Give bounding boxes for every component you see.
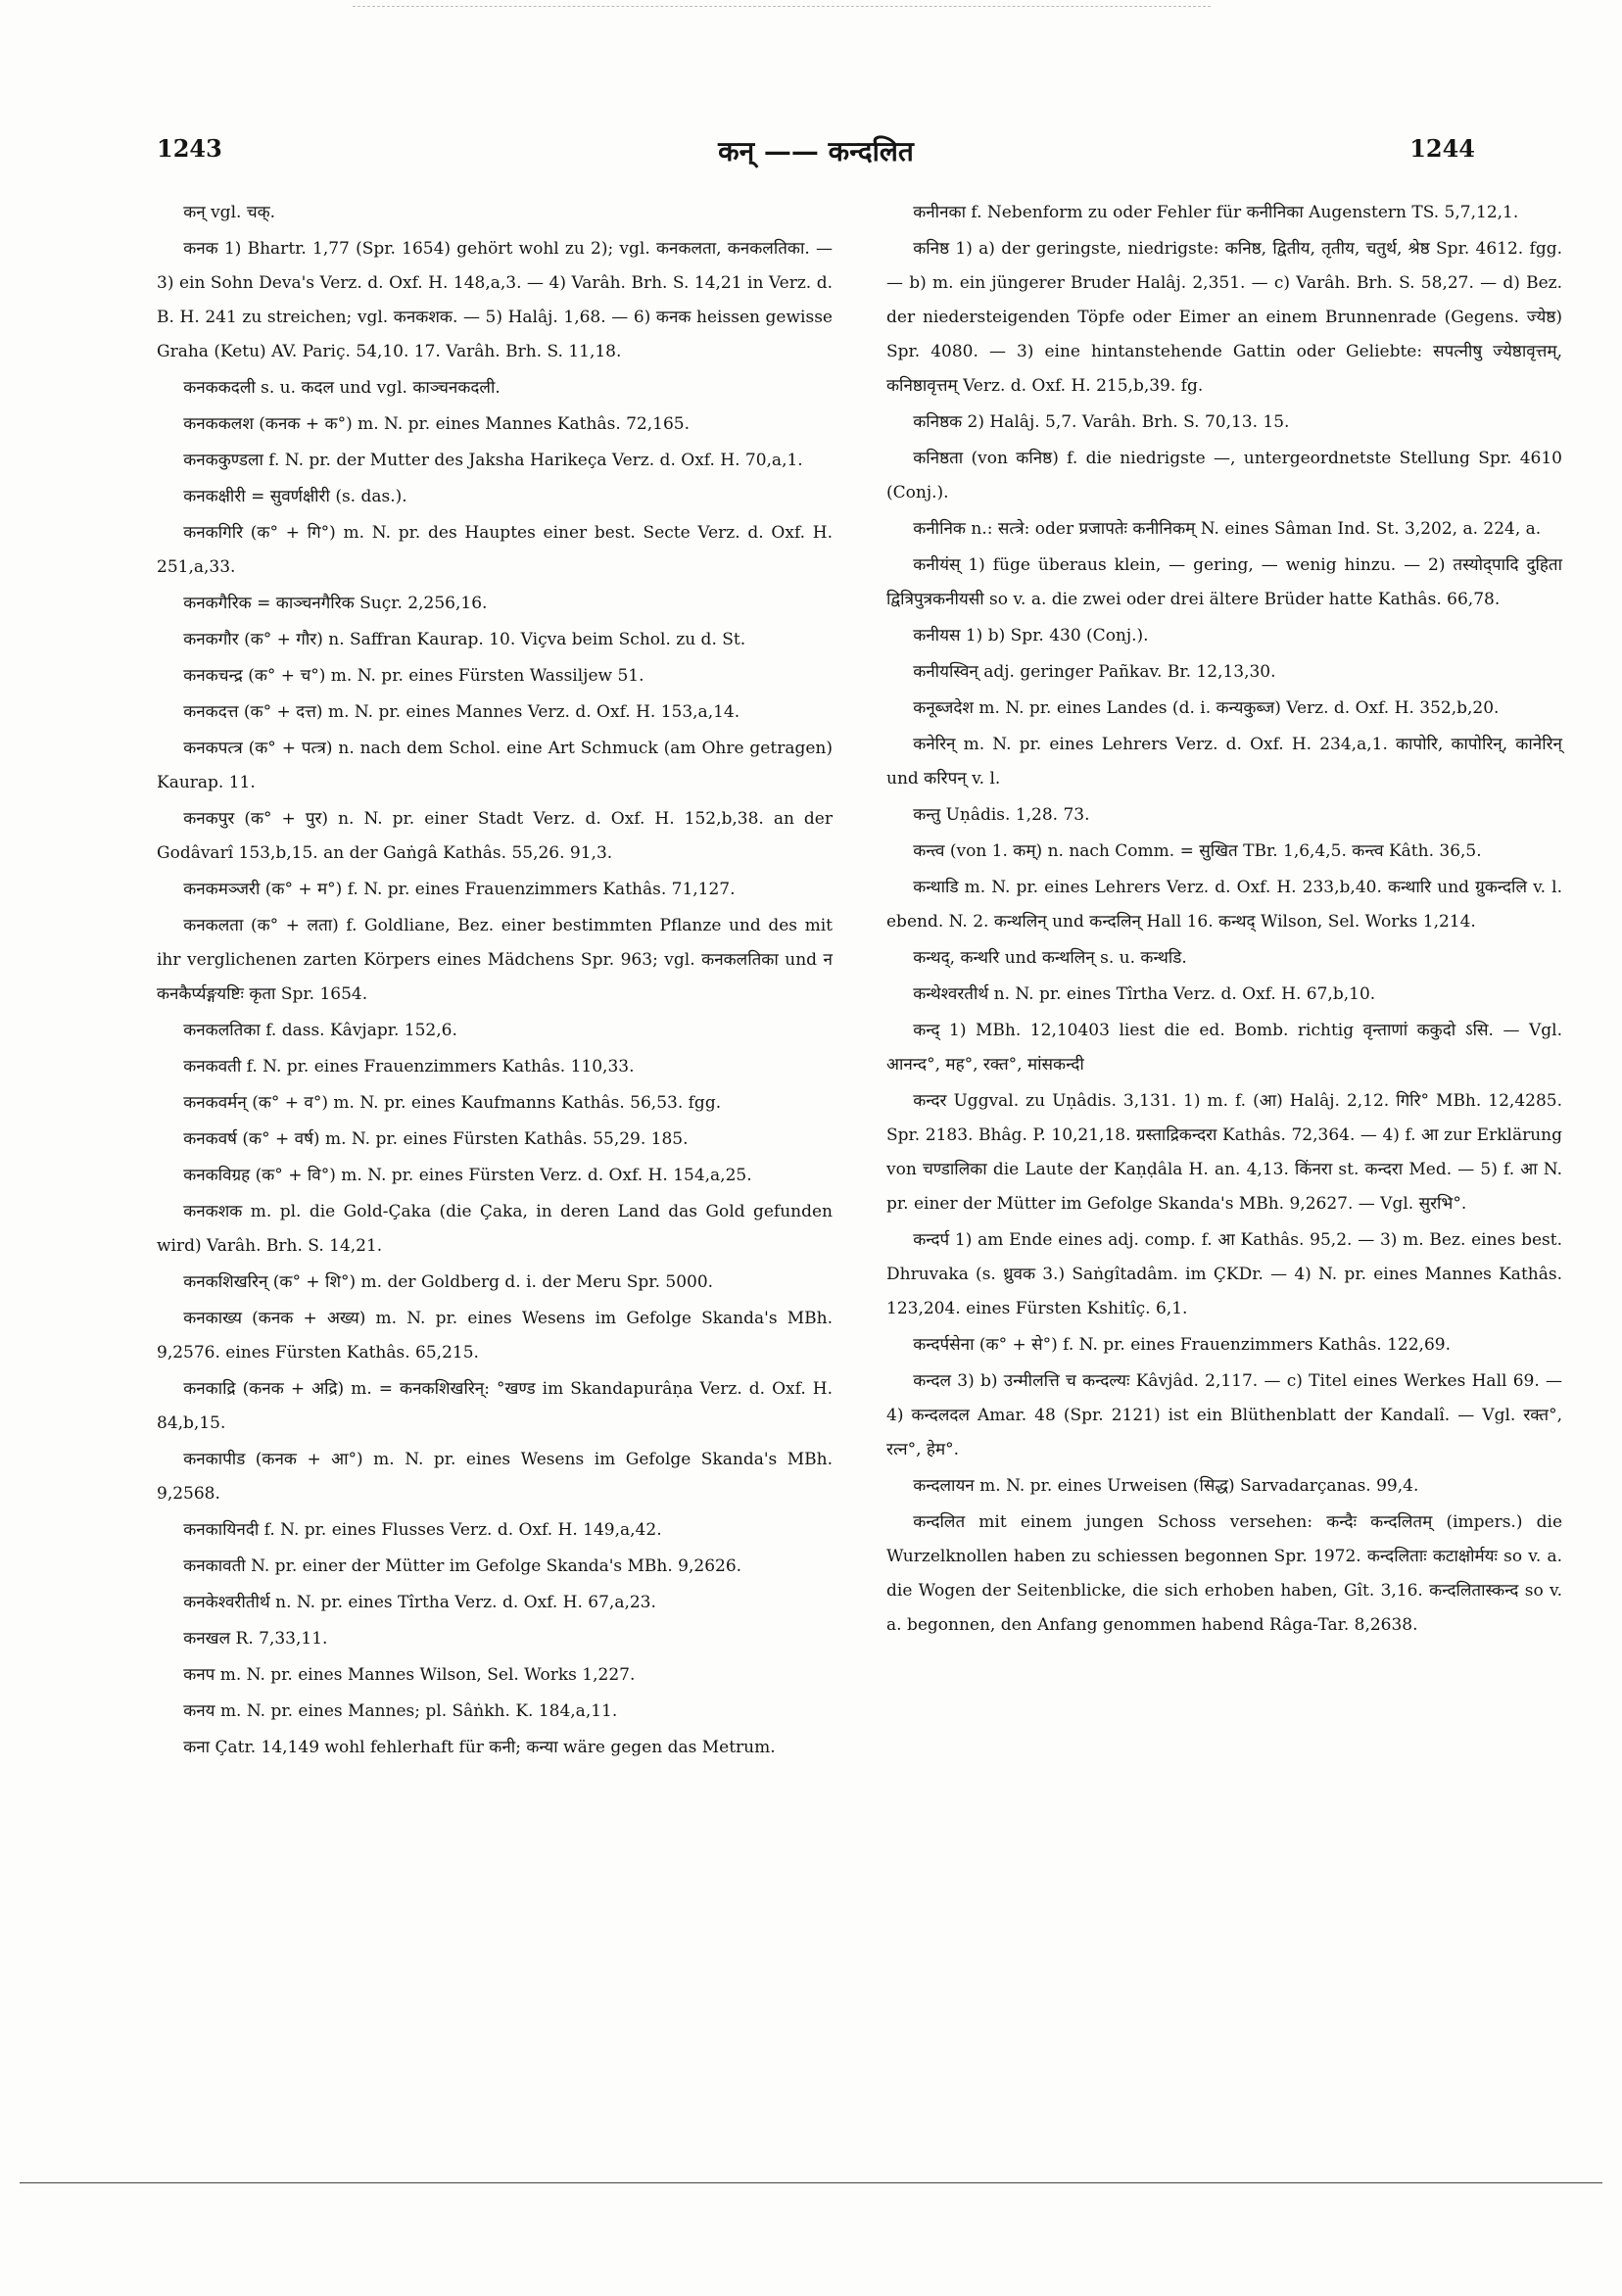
- dictionary-entry: कनकमञ्जरी (क° + म°) f. N. pr. eines Frauenzimmers Kathâs. 71,127.: [183, 880, 736, 899]
- dictionary-entry: कनकवर्ष (क° + वर्ष) m. N. pr. eines Fürsten Kathâs. 55,29. 185.: [183, 1129, 689, 1149]
- dictionary-entry: कनकपत्त्र (क° + पत्त्र) n. nach dem Schol. eine Art Schmuck (am Ohre getragen) Kaurap. 11.: [157, 739, 833, 792]
- dictionary-entry: कनिष्ठता (von कनिष्ठ) f. die niedrigste —, untergeordnetste Stellung Spr. 4610 (Conj.).: [886, 449, 1562, 502]
- dictionary-entry: कनककुण्डला f. N. pr. der Mutter des Jaksha Harikeça Verz. d. Oxf. H. 70,a,1.: [183, 451, 803, 470]
- right-column: [886, 196, 1562, 1645]
- dictionary-entry: कनकलतिका f. dass. Kâvjapr. 152,6.: [183, 1021, 457, 1040]
- dictionary-entry: कनिष्ठ 1) a) der geringste, niedrigste: कनिष्ठ, द्वितीय, तृतीय, चतुर्थ, श्रेष्ठ Spr. 4612. fgg. — b) m. ein jüngerer Bruder Halâj. 2,351. — c) Varâh. Brh. S. 58,27. — d) Bez. der niedersteigenden Töpfe oder Eimer an einem Brunnenrade (Gegens. ज्येष्ठ) Spr. 4080. — 3) eine hintanstehende Gattin oder Geliebte: सपत्नीषु ज्येष्ठावृत्तम्, कनिष्ठावृत्तम् Verz. d. Oxf. H. 215,b,39. fg.: [886, 239, 1562, 396]
- dictionary-entry: कनीयस्विन् adj. geringer Pañkav. Br. 12,13,30.: [913, 662, 1276, 682]
- bottom-rule: [20, 2182, 1602, 2183]
- dictionary-entry: कन् vgl. चक्.: [183, 203, 276, 222]
- dictionary-entry: कनकदत्त (क° + दत्त) m. N. pr. eines Mannes Verz. d. Oxf. H. 153,a,14.: [183, 702, 740, 722]
- dictionary-entry: कन्दलित mit einem jungen Schoss versehen: कन्दैः कन्दलितम् (impers.) die Wurzelknollen haben zu schiessen begonnen Spr. 1972. कन्दलिताः कटाक्षोर्मयः so v. a. die Wogen der Seitenblicke, die sich erhoben haben, Gît. 3,16. कन्दलितास्कन्द so v. a. begonnen, den Anfang genommen habend Râga-Tar. 8,2638.: [886, 1512, 1562, 1635]
- dictionary-entry: कन्दलायन m. N. pr. eines Urweisen (सिद्ध) Sarvadarçanas. 99,4.: [913, 1476, 1419, 1496]
- dictionary-entry: कनकाख्य (कनक + अख्य) m. N. pr. eines Wesens im Gefolge Skanda's MBh. 9,2576. eines Fürsten Kathâs. 65,215.: [157, 1309, 833, 1363]
- dictionary-entry: कनीयस 1) b) Spr. 430 (Conj.).: [913, 626, 1149, 646]
- dictionary-entry: कनखल R. 7,33,11.: [183, 1629, 328, 1649]
- dictionary-entry: कनीनका f. Nebenform zu oder Fehler für कनीनिका Augenstern TS. 5,7,12,1.: [913, 203, 1519, 222]
- dictionary-entry: कन्थद्, कन्थरि und कन्थलिन् s. u. कन्थडि.: [913, 948, 1187, 968]
- dictionary-entry: कनकवती f. N. pr. eines Frauenzimmers Kathâs. 110,33.: [183, 1057, 635, 1076]
- dictionary-entry: कन्द् 1) MBh. 12,10403 liest die ed. Bomb. richtig वृन्ताणां ककुदो ऽसि. — Vgl. आनन्द°, मह°, रक्त°, मांसकन्दी: [886, 1021, 1562, 1075]
- dictionary-entry: कनकवर्मन् (क° + व°) m. N. pr. eines Kaufmanns Kathâs. 56,53. fgg.: [183, 1093, 722, 1113]
- page-header: [157, 132, 1475, 171]
- dictionary-entry: कनकलता (क° + लता) f. Goldliane, Bez. einer bestimmten Pflanze und des mit ihr verglichenen zarten Körpers eines Mädchens Spr. 963; vgl. कनकलतिका und न कनकैर्प्यङ्गयष्टिः कृता Spr. 1654.: [157, 916, 833, 1004]
- dictionary-entry: कनूब्जदेश m. N. pr. eines Landes (d. i. कन्यकुब्ज) Verz. d. Oxf. H. 352,b,20.: [913, 698, 1500, 718]
- dictionary-entry: कनीयंस् 1) füge überaus klein, — gering, — wenig hinzu. — 2) तस्योद्पादि दुहिता द्वित्रिपुत्रकनीयसी so v. a. die zwei oder drei ältere Brüder hatte Kathâs. 66,78.: [886, 555, 1562, 609]
- dictionary-entry: कनककदली s. u. कदल und vgl. काञ्चनकदली.: [183, 378, 501, 398]
- dictionary-entry: कन्त्व (von 1. कम्) n. nach Comm. = सुखित TBr. 1,6,4,5. कन्त्व Kâth. 36,5.: [913, 841, 1482, 861]
- top-dashed-rule: [353, 6, 1211, 7]
- dictionary-entry: कनकगैरिक = काञ्चनगैरिक Suçr. 2,256,16.: [183, 594, 488, 613]
- dictionary-entry: कन्दर्पसेना (क° + से°) f. N. pr. eines Frauenzimmers Kathâs. 122,69.: [913, 1335, 1451, 1355]
- dictionary-entry: कन्दर्प 1) am Ende eines adj. comp. f. आ Kathâs. 95,2. — 3) m. Bez. eines best. Dhruvaka (s. ध्रुवक 3.) Saṅgîtadâm. im ÇKDr. — 4) N. pr. eines Mannes Kathâs. 123,204. eines Fürsten Kshitîç. 6,1.: [886, 1230, 1562, 1318]
- page-number-left: 1243: [157, 134, 222, 163]
- dictionary-entry: कनीनिक n.: सत्त्रे: oder प्रजापतेः कनीनिकम् N. eines Sâman Ind. St. 3,202, a. 224, a.: [913, 519, 1542, 539]
- dictionary-entry: कनकशक m. pl. die Gold-Çaka (die Çaka, in deren Land das Gold gefunden wird) Varâh. Brh. S. 14,21.: [157, 1202, 833, 1256]
- left-column: [157, 196, 833, 1767]
- dictionary-entry: कन्दल 3) b) उन्मीलत्ति च कन्दल्यः Kâvjâd. 2,117. — c) Titel eines Werkes Hall 69. — 4) कन्दलदल Amar. 48 (Spr. 2121) ist ein Blüthenblatt der Kandalî. — Vgl. रक्त°, रत्न°, हेम°.: [886, 1371, 1562, 1459]
- dictionary-entry: कनेरिन् m. N. pr. eines Lehrers Verz. d. Oxf. H. 234,a,1. कापोरि, कापोरिन्, कानेरिन् und करिपन् v. l.: [886, 735, 1562, 789]
- dictionary-entry: कनप m. N. pr. eines Mannes Wilson, Sel. Works 1,227.: [183, 1665, 636, 1685]
- dictionary-entry: कनिष्ठक 2) Halâj. 5,7. Varâh. Brh. S. 70,13. 15.: [913, 412, 1290, 432]
- dictionary-entry: कनकगिरि (क° + गि°) m. N. pr. des Hauptes einer best. Secte Verz. d. Oxf. H. 251,a,33.: [157, 523, 833, 577]
- dictionary-entry: कन्तु Uṇâdis. 1,28. 73.: [913, 805, 1090, 825]
- dictionary-entry: कनकपुर (क° + पुर) n. N. pr. einer Stadt Verz. d. Oxf. H. 152,b,38. an der Godâvarî 153,b,15. an der Gaṅgâ Kathâs. 55,26. 91,3.: [157, 809, 833, 863]
- dictionary-entry: कनकविग्रह (क° + वि°) m. N. pr. eines Fürsten Verz. d. Oxf. H. 154,a,25.: [183, 1166, 752, 1185]
- dictionary-entry: कनकापीड (कनक + आ°) m. N. pr. eines Wesens im Gefolge Skanda's MBh. 9,2568.: [157, 1450, 833, 1504]
- dictionary-entry: कनककलश (कनक + क°) m. N. pr. eines Mannes Kathâs. 72,165.: [183, 414, 691, 434]
- dictionary-entry: कनक 1) Bhartr. 1,77 (Spr. 1654) gehört wohl zu 2); vgl. कनकलता, कनकलतिका. — 3) ein Sohn Deva's Verz. d. Oxf. H. 148,a,3. — 4) Varâh. Brh. S. 14,21 in Verz. d. B. H. 241 zu streichen; vgl. कनकशक. — 5) Halâj. 1,68. — 6) कनक heissen gewisse Graha (Ketu) AV. Pariç. 54,10. 17. Varâh. Brh. S. 11,18.: [157, 239, 833, 361]
- dictionary-entry: कन्थेश्वरतीर्थ n. N. pr. eines Tîrtha Verz. d. Oxf. H. 67,b,10.: [913, 984, 1376, 1004]
- dictionary-entry: कनकाद्रि (कनक + अद्रि) m. = कनकशिखरिन्: °खण्ड im Skandapurâṇa Verz. d. Oxf. H. 84,b,15.: [157, 1379, 833, 1433]
- dictionary-entry: कनय m. N. pr. eines Mannes; pl. Sâṅkh. K. 184,a,11.: [183, 1701, 618, 1721]
- dictionary-entry: कनकचन्द्र (क° + च°) m. N. pr. eines Fürsten Wassiljew 51.: [183, 666, 644, 686]
- dictionary-entry: कना Çatr. 14,149 wohl fehlerhaft für कनी; कन्या wäre gegen das Metrum.: [183, 1738, 776, 1757]
- dictionary-entry: कन्दर Uggval. zu Uṇâdis. 3,131. 1) m. f. (आ) Halâj. 2,12. गिरि° MBh. 12,4285. Spr. 2183. Bhâg. P. 10,21,18. ग्रस्ताद्रिकन्दरा Kathâs. 72,364. — 4) f. आ zur Erklärung von चण्डालिका die Laute der Kaṇḍâla H. an. 4,13. किंनरा st. कन्दरा Med. — 5) f. आ N. pr. einer der Mütter im Gefolge Skanda's MBh. 9,2627. — Vgl. सुरभि°.: [886, 1091, 1562, 1214]
- dictionary-entry: कनकगौर (क° + गौर) n. Saffran Kaurap. 10. Viçva beim Schol. zu d. St.: [183, 630, 746, 649]
- dictionary-entry: कन्थाडि m. N. pr. eines Lehrers Verz. d. Oxf. H. 233,b,40. कन्थारि und ग्रुकन्दलि v. l. ebend. N. 2. कन्थलिन् und कन्दलिन् Hall 16. कन्थद् Wilson, Sel. Works 1,214.: [886, 878, 1562, 932]
- running-title: कन् —— कन्दलित: [718, 135, 914, 167]
- dictionary-entry: कनकशिखरिन् (क° + शि°) m. der Goldberg d. i. der Meru Spr. 5000.: [183, 1272, 714, 1292]
- dictionary-entry: कनकायिनदी f. N. pr. eines Flusses Verz. d. Oxf. H. 149,a,42.: [183, 1520, 662, 1540]
- page-number-right: 1244: [1409, 134, 1475, 163]
- dictionary-entry: कनकेश्वरीतीर्थ n. N. pr. eines Tîrtha Verz. d. Oxf. H. 67,a,23.: [183, 1593, 656, 1612]
- dictionary-entry: कनकक्षीरी = सुवर्णक्षीरी (s. das.).: [183, 487, 407, 506]
- dictionary-entry: कनकावती N. pr. einer der Mütter im Gefolge Skanda's MBh. 9,2626.: [183, 1556, 742, 1576]
